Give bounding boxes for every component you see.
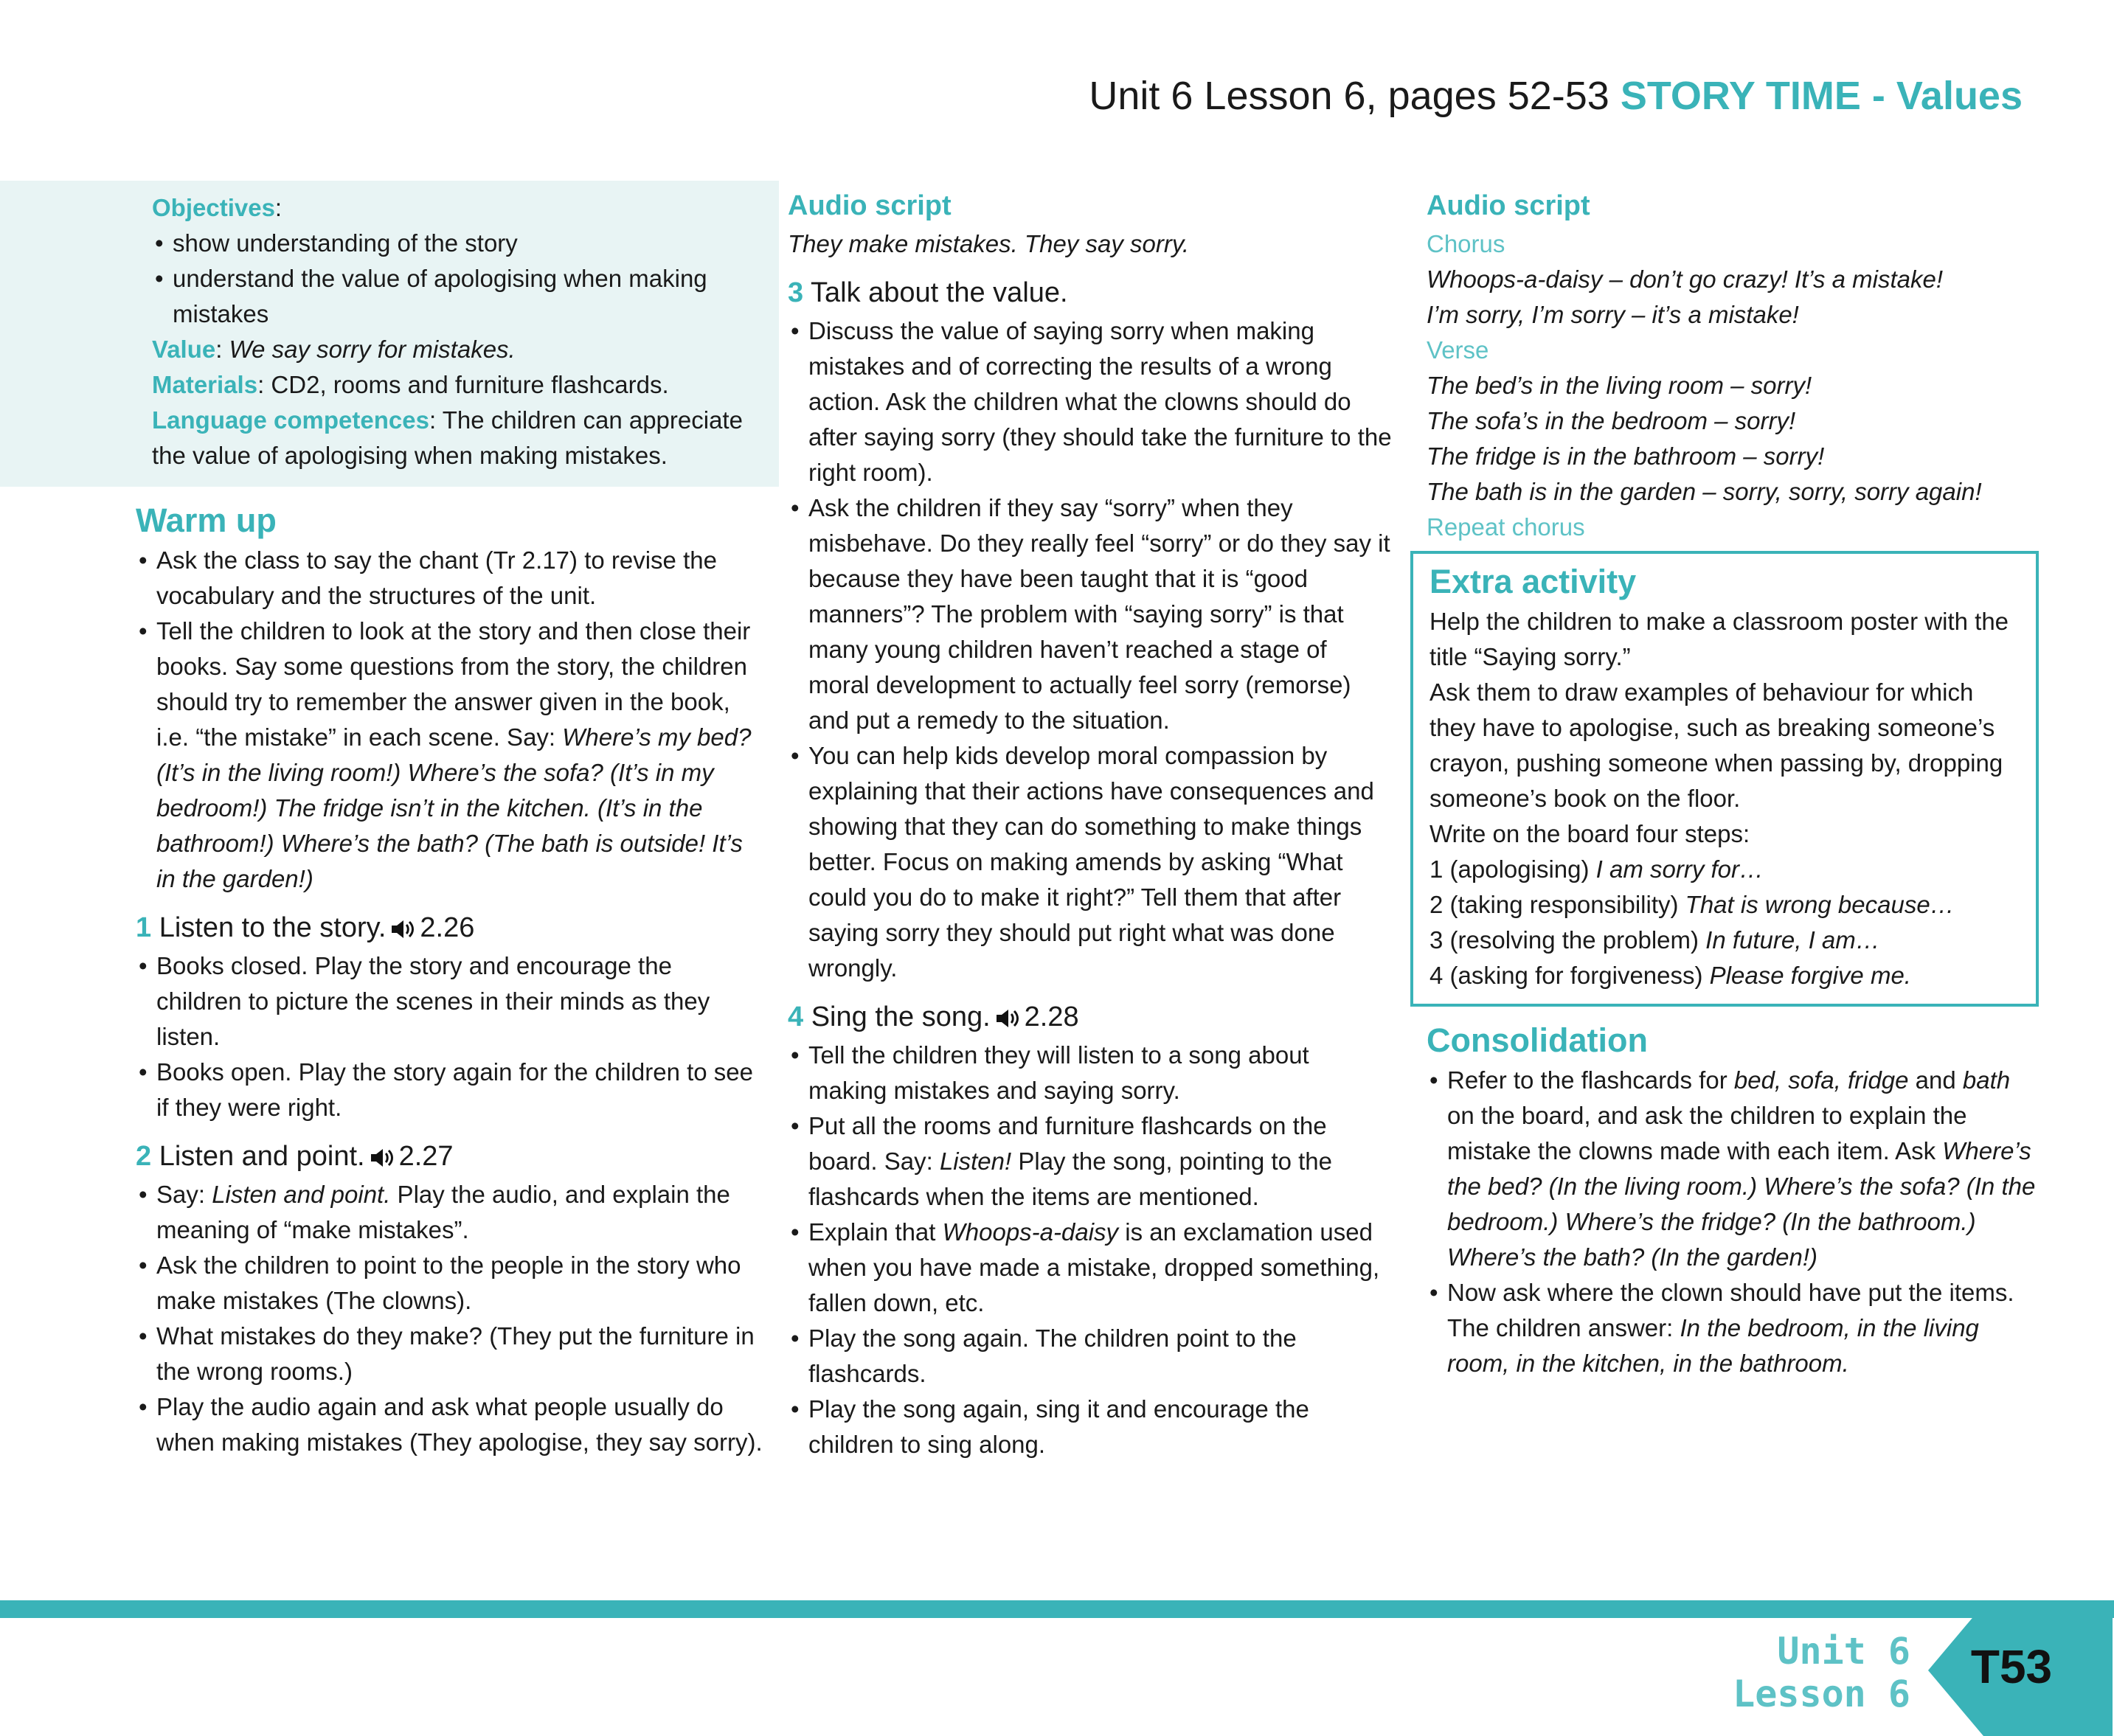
speaker-icon xyxy=(390,919,415,940)
materials-label: Materials xyxy=(152,371,258,398)
audio-script-heading: Audio script xyxy=(788,190,952,221)
extra-activity-paragraph: Help the children to make a classroom poster with the title “Saying sorry.” xyxy=(1429,608,2009,670)
extra-activity-step xyxy=(1429,923,2020,958)
speaker-icon xyxy=(995,1008,1020,1029)
step-item xyxy=(788,1215,1393,1321)
warm-up-item-questions: Where’s my bed? (It’s in the living room!) Where’s the sofa? (It’s in my bedroom!) The fridge isn’t in the kitchen. (It’s in the bathroom!) Where’s the bath? (The bath is outside! It’s in the garden!) xyxy=(156,723,752,892)
step-item-text: Play the song, pointing to the flashcards when the items are mentioned. xyxy=(808,1148,1332,1210)
extra-activity-paragraph: Ask them to draw examples of behaviour for which they have to apologise, such as breaking someone’s crayon, pushing someone when passing by, dropping someone’s book on the floor. xyxy=(1429,678,2003,812)
item-text: and xyxy=(1908,1066,1963,1094)
footer-bar xyxy=(0,1600,2114,1618)
objectives-box: Objectives: • show understanding of the story • understand the value of apologising when making mistakes Value: We say sorry for mistakes. Materials: CD2, rooms and furniture flashcards. Language competences: The children can appreciate the value of apologising when making mistakes. xyxy=(0,181,779,487)
step-1-list xyxy=(136,948,763,1125)
step-phrase: In future, I am… xyxy=(1705,926,1880,954)
audio-script-text: They make mistakes. They say sorry. xyxy=(788,230,1190,257)
step-item xyxy=(788,1108,1393,1215)
warm-up-item xyxy=(136,614,763,897)
lyric-line: The fridge is in the bathroom – sorry! xyxy=(1427,442,1825,470)
item-italic: Where’s the bed? (In the living room.) Where’s the sofa? (In the bedroom.) Where’s the fridge? (In the bathroom.) Where’s the bath? (In the garden!) xyxy=(1447,1137,2036,1271)
step-item-text: is an exclamation used when you have made a mistake, dropped something, fallen down, etc. xyxy=(808,1218,1380,1316)
column-right xyxy=(1427,181,2039,1381)
lyric-line: The bed’s in the living room – sorry! xyxy=(1427,372,1812,399)
step-2-heading xyxy=(136,1136,763,1177)
step-number: 3 xyxy=(788,277,804,308)
step-title: Sing the song. xyxy=(811,1001,991,1032)
step-3-list xyxy=(788,313,1393,986)
speaker-icon xyxy=(370,1148,395,1168)
competences-label: Language competences xyxy=(152,406,429,434)
step-4-list xyxy=(788,1038,1393,1462)
step-item: • Play the song again, sing it and encourage the children to sing along. xyxy=(788,1392,1393,1462)
extra-activity-heading: Extra activity xyxy=(1429,563,1637,600)
objective-item: • understand the value of apologising when making mistakes xyxy=(152,261,763,332)
lyric-line: Whoops-a-daisy – don’t go crazy! It’s a mistake! xyxy=(1427,265,1944,293)
item-text: Now ask where the clown should have put the items. The children answer: xyxy=(1447,1279,2014,1341)
page-header xyxy=(0,70,2023,122)
extra-activity-paragraph: Write on the board four steps: xyxy=(1429,820,1750,847)
item-italic: In the bedroom, in the living room, in the kitchen, in the bathroom. xyxy=(1447,1314,1979,1377)
page-number: T53 xyxy=(1970,1640,2053,1693)
step-item: • Play the audio again and ask what people usually do when making mistakes (They apologise, they say sorry). xyxy=(136,1389,763,1460)
warm-up-list xyxy=(136,543,763,897)
extra-activity-step xyxy=(1429,852,2020,887)
step-1-heading xyxy=(136,907,763,948)
item-text: Refer to the flashcards for xyxy=(1447,1066,1734,1094)
track-number: 2.28 xyxy=(1024,1001,1079,1032)
step-item-text: Play the audio, and explain the meaning of “make mistakes”. xyxy=(156,1181,730,1243)
step-title: Talk about the value. xyxy=(811,277,1068,308)
footer-unit: Unit 6 xyxy=(1777,1630,1910,1673)
step-phrase: That is wrong because… xyxy=(1685,891,1955,918)
extra-activity-step xyxy=(1429,887,2020,923)
column-left xyxy=(136,181,763,1460)
lyric-line: I’m sorry, I’m sorry – it’s a mistake! xyxy=(1427,301,1799,328)
consolidation-item xyxy=(1427,1275,2039,1381)
competences-text: The children can appreciate the value of apologising when making mistakes. xyxy=(152,406,743,469)
objective-item: • show understanding of the story xyxy=(152,226,763,261)
lyric-line: The sofa’s in the bedroom – sorry! xyxy=(1427,407,1796,434)
step-4-heading xyxy=(788,996,1393,1038)
consolidation-list xyxy=(1427,1063,2039,1381)
step-phrase: I am sorry for… xyxy=(1595,855,1764,883)
consolidation-heading: Consolidation xyxy=(1427,1021,1648,1059)
item-italic: bed, sofa, fridge xyxy=(1733,1066,1909,1094)
value-text: We say sorry for mistakes. xyxy=(229,336,516,363)
step-item: • What mistakes do they make? (They put the furniture in the wrong rooms.) xyxy=(136,1319,763,1389)
objectives-list xyxy=(152,226,763,332)
step-item: • Ask the children to point to the people in the story who make mistakes (The clowns). xyxy=(136,1248,763,1319)
repeat-chorus-label: Repeat chorus xyxy=(1427,513,1585,541)
step-number: 1 xyxy=(136,912,152,943)
audio-script-heading: Audio script xyxy=(1427,190,1590,221)
lyric-line: The bath is in the garden – sorry, sorry, sorry again! xyxy=(1427,478,1982,505)
value-label: Value xyxy=(152,336,216,363)
step-item-text: Say: xyxy=(156,1181,212,1208)
step-item-italic: Whoops-a-daisy xyxy=(942,1218,1119,1246)
lesson-reference: Unit 6 Lesson 6, pages 52-53 xyxy=(1089,74,1621,118)
step-item: • Play the song again. The children point to the flashcards. xyxy=(788,1321,1393,1392)
step-text: 2 (taking responsibility) xyxy=(1429,891,1685,918)
footer-lesson: Lesson 6 xyxy=(1733,1673,1910,1715)
step-item: • Books open. Play the story again for the children to see if they were right. xyxy=(136,1055,763,1125)
step-phrase: Please forgive me. xyxy=(1709,962,1911,989)
step-item-italic: Listen and point. xyxy=(212,1181,391,1208)
extra-activity-step xyxy=(1429,958,2020,993)
item-text: on the board, and ask the children to explain the mistake the clowns made with each item. Ask xyxy=(1447,1102,1967,1164)
step-item: • Discuss the value of saying sorry when making mistakes and of correcting the results of a wrong action. Ask the children what the clowns should do after saying sorry (they should take the furniture to the right room). xyxy=(788,313,1393,490)
chorus-label: Chorus xyxy=(1427,230,1505,257)
step-item-italic: Listen! xyxy=(939,1148,1012,1175)
page-title: STORY TIME - Values xyxy=(1620,74,2023,118)
step-number: 2 xyxy=(136,1141,152,1172)
track-number: 2.26 xyxy=(420,912,475,943)
step-item: • Ask the children if they say “sorry” when they misbehave. Do they really feel “sorry” or do they say it because they have been taught that it is “good manners”? The problem with “saying sorry” is that many young children haven’t reached a stage of moral development to actually feel sorry (remorse) and put a remedy to the situation. xyxy=(788,490,1393,738)
step-item: • Books closed. Play the story and encourage the children to picture the scenes in their minds as they listen. xyxy=(136,948,763,1055)
objectives-label: Objectives xyxy=(152,194,275,221)
column-middle xyxy=(788,181,1393,1462)
step-item-text: Explain that xyxy=(808,1218,943,1246)
track-number: 2.27 xyxy=(398,1141,454,1172)
step-title: Listen to the story. xyxy=(159,912,387,943)
materials-text: CD2, rooms and furniture flashcards. xyxy=(271,371,669,398)
footer-unit-lesson xyxy=(1697,1630,1910,1715)
step-text: 1 (apologising) xyxy=(1429,855,1596,883)
verse-label: Verse xyxy=(1427,336,1489,364)
step-item xyxy=(136,1177,763,1248)
warm-up-item-text: Tell the children to look at the story and then close their books. Say some questions from the story, the children should try to remember the answer given in the book, i.e. “the mistake” in each scene. Say: xyxy=(156,617,751,751)
step-item: • You can help kids develop moral compassion by explaining that their actions have consequences and showing that they can do something to make things better. Focus on making amends by asking “What could you do to make it right?” Tell them that after saying sorry they should put right what was done wrongly. xyxy=(788,738,1393,986)
step-3-heading xyxy=(788,272,1393,313)
step-item: • Tell the children they will listen to a song about making mistakes and saying sorry. xyxy=(788,1038,1393,1108)
step-number: 4 xyxy=(788,1001,804,1032)
step-title: Listen and point. xyxy=(159,1141,365,1172)
warm-up-item: • Ask the class to say the chant (Tr 2.17) to revise the vocabulary and the structures of the unit. xyxy=(136,543,763,614)
extra-activity-box xyxy=(1410,551,2039,1007)
item-italic: bath xyxy=(1962,1066,2011,1094)
consolidation-item xyxy=(1427,1063,2039,1275)
warm-up-heading: Warm up xyxy=(136,501,277,539)
step-item-text: Put all the rooms and furniture flashcards on the board. Say: xyxy=(808,1112,1327,1175)
step-text: 4 (asking for forgiveness) xyxy=(1429,962,1710,989)
step-text: 3 (resolving the problem) xyxy=(1429,926,1706,954)
step-2-list xyxy=(136,1177,763,1460)
